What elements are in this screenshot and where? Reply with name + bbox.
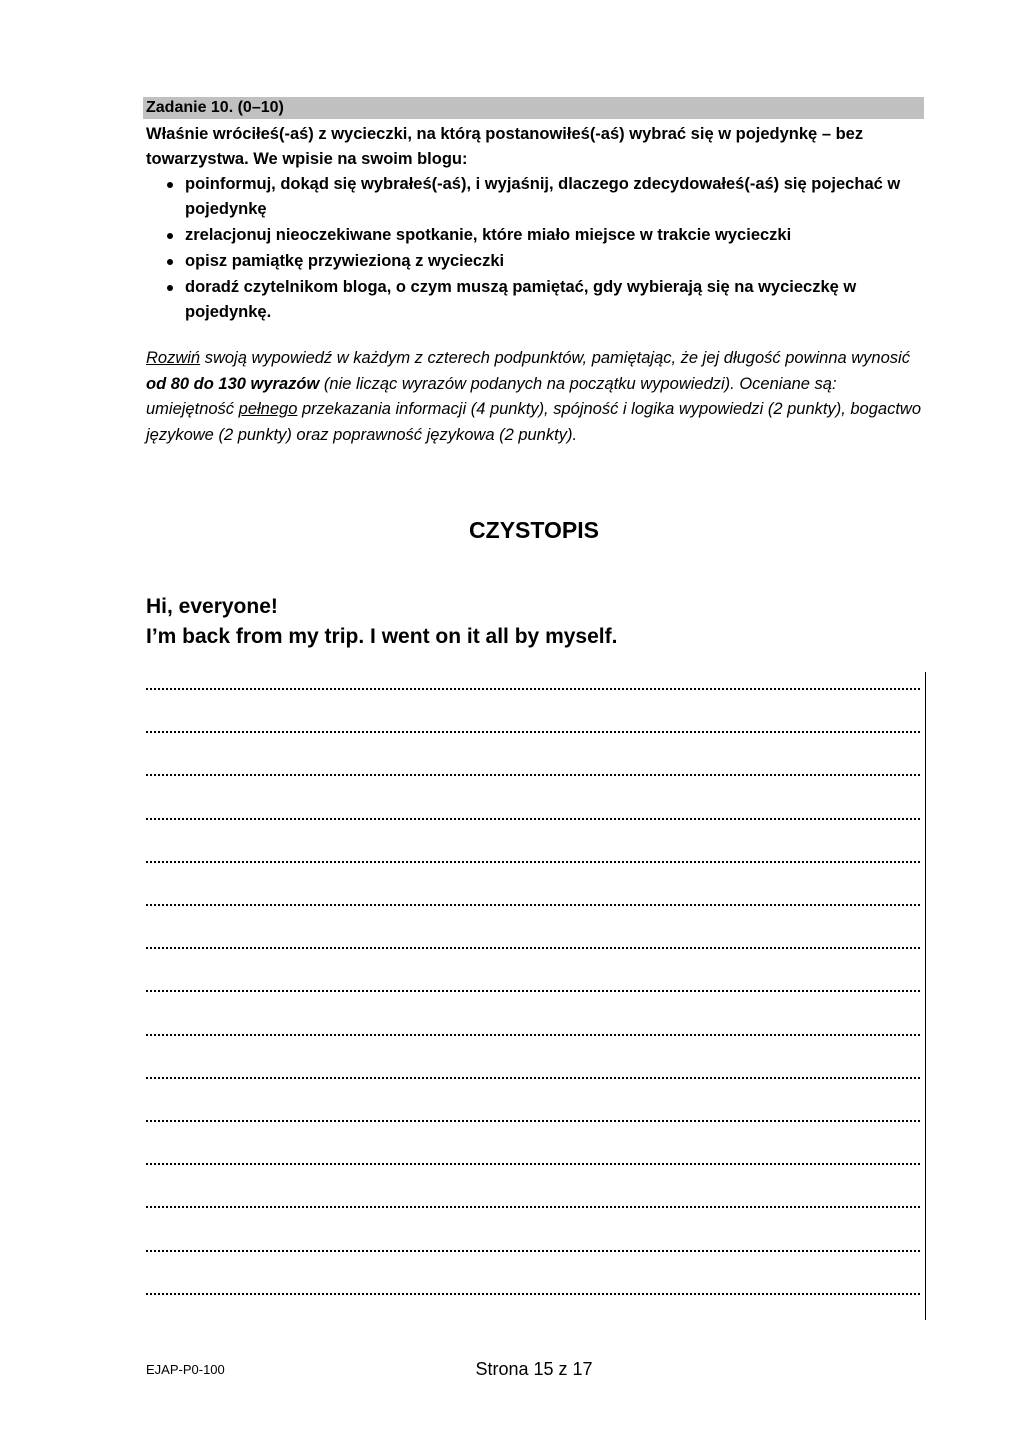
task-bullet-item <box>146 275 926 325</box>
answer-opening <box>146 592 926 652</box>
writing-line[interactable] <box>146 904 920 906</box>
page-number: Strona 15 z 17 <box>475 1359 593 1379</box>
answer-opening-line1: Hi, everyone! <box>146 595 278 618</box>
writing-line[interactable] <box>146 1077 920 1079</box>
writing-line[interactable] <box>146 1293 920 1295</box>
task-bullet-text: poinformuj, dokąd się wybrałeś(-aś), i wyjaśnij, dlaczego zdecydowałeś(-aś) się pojechać w pojedynkę <box>185 175 901 218</box>
instructions-rozwin: Rozwiń <box>146 349 201 367</box>
writing-line[interactable] <box>146 1120 920 1122</box>
task-bullet-text: zrelacjonuj nieoczekiwane spotkanie, które miało miejsce w trakcie wycieczki <box>185 226 792 244</box>
task-header: Zadanie 10. (0–10) <box>143 97 924 119</box>
instructions-part2: (nie licząc wyrazów podanych na początku wypowiedzi). Oceniane są: umiejętność <box>146 374 837 418</box>
instructions-part1: swoją wypowiedź w każdym z czterech podpunktów, pamiętając, że jej długość powinna wynosić <box>200 349 910 367</box>
writing-line[interactable] <box>146 1163 920 1165</box>
instructions-pelnego: pełnego <box>238 400 298 418</box>
writing-line[interactable] <box>146 774 920 776</box>
writing-line[interactable] <box>146 818 920 820</box>
instructions-length: od 80 do 130 wyrazów <box>146 374 320 393</box>
writing-line[interactable] <box>146 1206 920 1208</box>
answer-opening-line2: I’m back from my trip. I went on it all by myself. <box>146 625 618 648</box>
task-bullet-list <box>146 172 926 326</box>
writing-line[interactable] <box>146 861 920 863</box>
exam-code: EJAP-P0-100 <box>146 1362 225 1377</box>
writing-line[interactable] <box>146 1034 920 1036</box>
task-bullet-text: doradź czytelnikom bloga, o czym muszą pamiętać, gdy wybierają się na wycieczkę w pojedynkę. <box>185 278 857 321</box>
task-intro: Właśnie wróciłeś(-aś) z wycieczki, na którą postanowiłeś(-aś) wybrać się w pojedynkę – bez towarzystwa. We wpisie na swoim blogu: <box>146 125 864 168</box>
bullet-dot-icon <box>167 259 173 265</box>
instructions-part3: przekazania informacji (4 punkty), spójność i logika wypowiedzi (2 punkty), bogactwo językowe (2 punkty) oraz poprawność językowa (2 punkty). <box>146 400 921 444</box>
clean-copy-title: CZYSTOPIS <box>469 517 599 543</box>
writing-line[interactable] <box>146 688 920 690</box>
task-bullet-item <box>146 172 926 222</box>
writing-line[interactable] <box>146 731 920 733</box>
task-bullet-item <box>146 249 926 274</box>
bullet-dot-icon <box>167 182 173 188</box>
writing-line[interactable] <box>146 1250 920 1252</box>
bullet-dot-icon <box>167 285 173 291</box>
bullet-dot-icon <box>167 233 173 239</box>
task-instructions <box>146 346 926 448</box>
writing-line[interactable] <box>146 947 920 949</box>
writing-line[interactable] <box>146 990 920 992</box>
task-bullet-item <box>146 223 926 248</box>
task-bullet-text: opisz pamiątkę przywiezioną z wycieczki <box>185 252 505 270</box>
margin-rule <box>925 672 926 1320</box>
